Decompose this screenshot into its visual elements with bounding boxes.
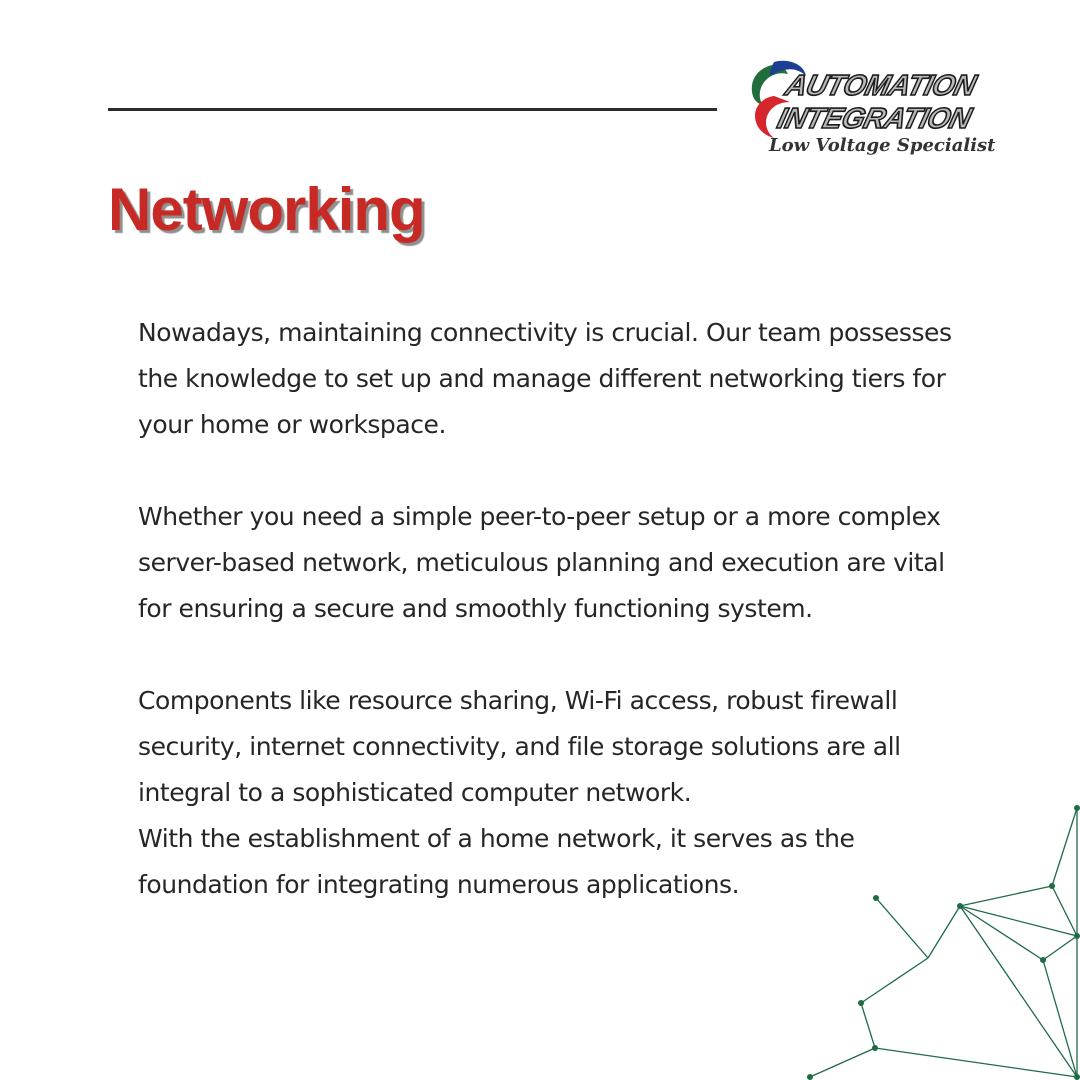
text-line: Whether you need a simple peer-to-peer setup or a more complex (138, 502, 941, 531)
text-line: server-based network, meticulous planning and execution are vital (138, 548, 945, 577)
text-line: Components like resource sharing, Wi-Fi access, robust firewall (138, 686, 898, 715)
company-logo (748, 58, 998, 164)
logo-tagline: Low Voltage Specialist (769, 135, 996, 156)
text-line: for ensuring a secure and smoothly functioning system. (138, 594, 813, 623)
paragraph-2 (138, 494, 1018, 632)
text-line: integral to a sophisticated computer network. (138, 778, 692, 807)
text-line: With the establishment of a home network, it serves as the (138, 824, 855, 853)
header-divider (108, 108, 717, 111)
text-line: Nowadays, maintaining connectivity is crucial. Our team possesses (138, 318, 952, 347)
network-nodes-icon (790, 790, 1080, 1080)
text-line: your home or workspace. (138, 410, 446, 439)
text-line: foundation for integrating numerous applications. (138, 870, 740, 899)
paragraph-1 (138, 310, 1018, 448)
page-title: Networking (108, 176, 425, 243)
text-line: the knowledge to set up and manage different networking tiers for (138, 364, 946, 393)
text-line: security, internet connectivity, and file storage solutions are all (138, 732, 901, 761)
logo-word-automation: AUTOMATION (782, 70, 979, 102)
logo-word-integration: INTEGRATION (774, 103, 975, 135)
